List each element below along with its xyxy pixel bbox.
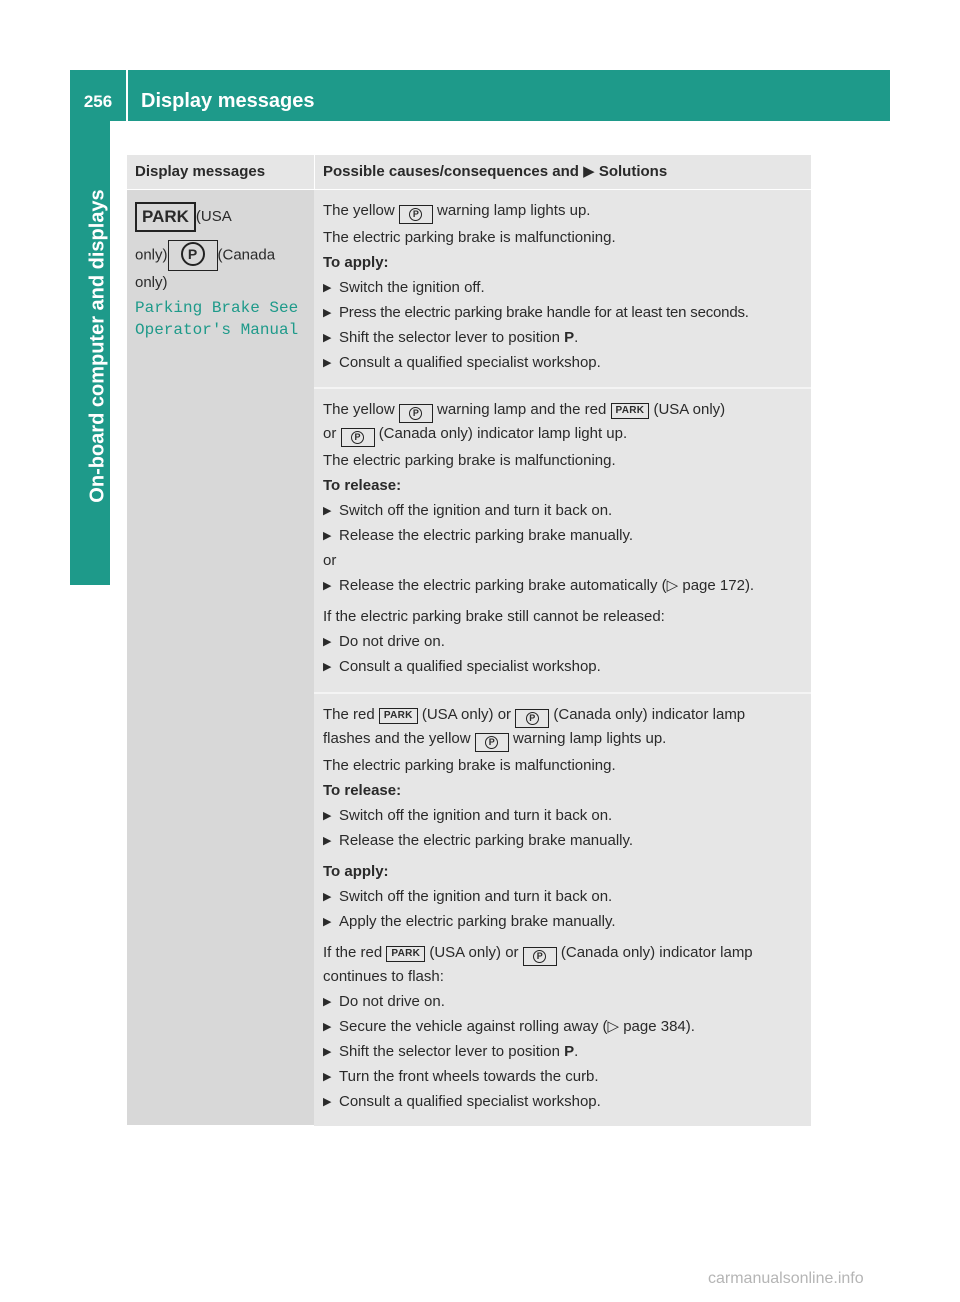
step-text: Do not drive on. <box>339 633 445 650</box>
parking-brake-p-icon: P <box>515 709 549 728</box>
table-row <box>127 189 811 1126</box>
step-arrow-icon: ▶ <box>323 810 332 822</box>
step-arrow-icon: ▶ <box>323 505 332 517</box>
solution-block-1 <box>314 190 811 387</box>
text-line: The electric parking brake is malfunctioning. <box>323 229 616 246</box>
watermark: carmanualsonline.info <box>708 1270 864 1287</box>
solutions-arrow-icon: ▶ <box>583 163 595 180</box>
text-line: The yellow P warning lamp and the red PARK (USA only) <box>323 399 803 423</box>
text: warning lamp lights up. <box>437 202 591 219</box>
list-item <box>323 500 803 522</box>
page-ref-link[interactable]: page 384). <box>623 1018 695 1035</box>
text-line: The red PARK (USA only) or P (Canada only) indicator lamp <box>323 704 803 728</box>
list-item <box>323 991 803 1013</box>
step-arrow-icon: ▶ <box>323 1071 332 1083</box>
list-item <box>323 352 803 374</box>
text-line: The electric parking brake is malfunctioning. <box>323 757 616 774</box>
step-arrow-icon: ▶ <box>323 530 332 542</box>
page-ref-link[interactable]: page 172). <box>682 577 755 594</box>
message-cell <box>127 190 314 1125</box>
solutions-cell <box>314 190 811 1126</box>
step-text: Consult a qualified specialist workshop. <box>339 354 601 371</box>
section-tab-label: On-board computer and displays <box>86 189 109 503</box>
step-arrow-icon: ▶ <box>323 1046 332 1058</box>
display-messages-table <box>127 155 811 1126</box>
list-item <box>323 277 803 299</box>
text-line: If the red PARK (USA only) or P (Canada only) indicator lamp <box>323 942 803 966</box>
step-arrow-icon: ▶ <box>323 891 332 903</box>
step-text: Release the electric parking brake manually. <box>339 832 634 849</box>
list-item <box>323 1066 803 1088</box>
col-header-solutions-label: Solutions <box>598 163 668 180</box>
canada-label: (Canada <box>217 246 276 264</box>
to-release-label: To release: <box>323 477 402 494</box>
col-header-solutions <box>314 155 811 189</box>
step-arrow-icon: ▶ <box>323 332 332 344</box>
text-line: The electric parking brake is malfunctioning. <box>323 452 616 469</box>
page-ref-icon: ▷ <box>607 1018 620 1035</box>
step-arrow-icon: ▶ <box>323 996 332 1008</box>
parking-brake-p-icon: P <box>399 205 433 224</box>
solution-block-2 <box>314 387 811 692</box>
step-arrow-icon: ▶ <box>323 661 332 673</box>
list-item <box>323 302 803 324</box>
page-number: 256 <box>83 92 113 111</box>
list-item <box>323 575 803 597</box>
list-item <box>323 1041 803 1063</box>
step-text: Switch off the ignition and turn it back on. <box>339 888 613 905</box>
step-text: Release the electric parking brake manually. <box>339 527 634 544</box>
parking-brake-p-icon: P <box>399 404 433 423</box>
step-arrow-icon: ▶ <box>323 1096 332 1108</box>
step-text: Consult a qualified specialist workshop. <box>339 658 601 675</box>
step-arrow-icon: ▶ <box>323 580 332 592</box>
parking-brake-p-icon: P <box>523 947 557 966</box>
park-warning-icon: PARK <box>135 202 196 232</box>
step-arrow-icon: ▶ <box>323 835 332 847</box>
solution-block-3 <box>314 692 811 1126</box>
park-warning-icon: PARK <box>379 708 418 724</box>
list-item <box>323 656 803 678</box>
text: The yellow <box>323 202 395 219</box>
list-item <box>323 886 803 908</box>
list-item <box>323 805 803 827</box>
step-arrow-icon: ▶ <box>323 307 332 319</box>
list-item <box>323 525 803 547</box>
to-apply-label: To apply: <box>323 863 389 880</box>
page-ref-icon: ▷ <box>666 577 679 594</box>
list-item <box>323 911 803 933</box>
list-item <box>323 631 803 653</box>
table-header <box>127 155 811 189</box>
page-title: Display messages <box>141 90 315 112</box>
step-text: Apply the electric parking brake manually. <box>339 913 616 930</box>
step-text: Shift the selector lever to position P. <box>339 1043 579 1060</box>
page-header <box>70 70 890 121</box>
park-warning-icon: PARK <box>386 946 425 962</box>
to-apply-label: To apply: <box>323 254 389 271</box>
text-line: or P (Canada only) indicator lamp light up. <box>323 423 803 447</box>
step-text: Switch off the ignition and turn it back on. <box>339 807 613 824</box>
step-text: Turn the front wheels towards the curb. <box>339 1068 599 1085</box>
list-item <box>323 830 803 852</box>
message-icons-line-2 <box>135 240 306 271</box>
text-line: flashes and the yellow P warning lamp lights up. <box>323 728 803 752</box>
col-header-solutions-text: Possible causes/consequences and <box>323 163 579 180</box>
park-warning-icon: PARK <box>611 403 650 419</box>
step-text: Secure the vehicle against rolling away (▷ page 384). <box>339 1018 695 1035</box>
list-item <box>323 327 803 349</box>
list-item <box>323 1091 803 1113</box>
text-line <box>323 200 803 224</box>
text-line: If the electric parking brake still cannot be released: <box>323 608 665 625</box>
step-text: Switch the ignition off. <box>339 279 485 296</box>
text-line: continues to flash: <box>323 968 444 985</box>
step-text: Consult a qualified specialist workshop. <box>339 1093 601 1110</box>
step-arrow-icon: ▶ <box>323 282 332 294</box>
step-arrow-icon: ▶ <box>323 1021 332 1033</box>
step-text: Shift the selector lever to position P. <box>339 329 579 346</box>
step-text: Press the electric parking brake handle for at least ten seconds. <box>339 304 749 321</box>
col-header-display-messages: Display messages <box>135 163 266 180</box>
display-message-line-2: Operator's Manual <box>135 321 299 339</box>
step-arrow-icon: ▶ <box>323 357 332 369</box>
parking-brake-p-icon: P <box>341 428 375 447</box>
message-icons-line-1 <box>135 202 306 232</box>
canada-only-label: only) <box>135 274 168 291</box>
parking-brake-p-icon: P <box>168 240 218 271</box>
or-label: or <box>323 552 337 569</box>
to-release-label: To release: <box>323 782 402 799</box>
step-arrow-icon: ▶ <box>323 916 332 928</box>
header-divider <box>126 70 128 121</box>
list-item <box>323 1016 803 1038</box>
parking-brake-p-icon: P <box>475 733 509 752</box>
usa-only-label: only) <box>135 246 168 264</box>
step-text: Switch off the ignition and turn it back on. <box>339 502 613 519</box>
step-arrow-icon: ▶ <box>323 636 332 648</box>
step-text: Do not drive on. <box>339 993 445 1010</box>
display-message-line-1: Parking Brake See <box>135 299 299 317</box>
usa-label: (USA <box>195 207 232 225</box>
step-text: Release the electric parking brake automatically (▷ page 172). <box>339 577 755 594</box>
